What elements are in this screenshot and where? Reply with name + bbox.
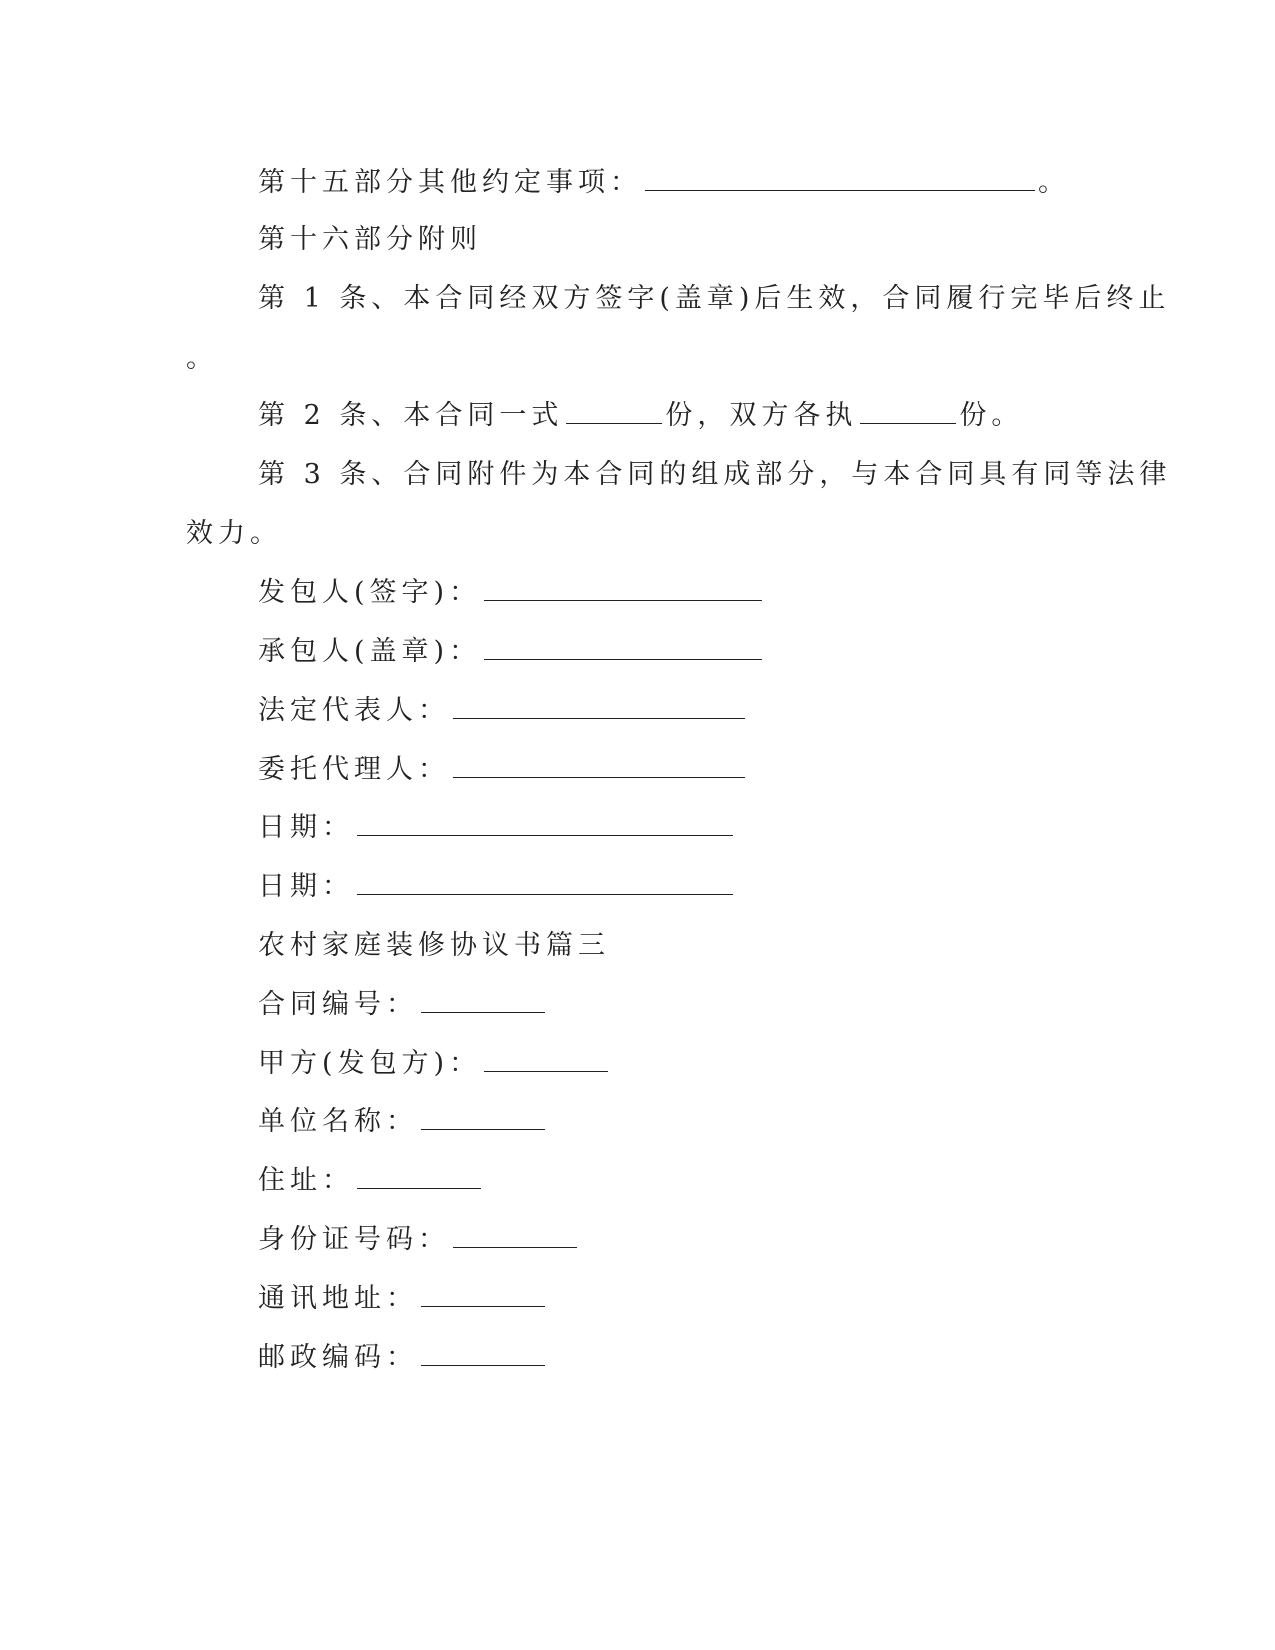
agent-label: 委托代理人： xyxy=(258,754,450,785)
other-matters-label: 第十五部分其他约定事项： xyxy=(258,167,642,198)
other-matters-end: 。 xyxy=(1038,167,1070,198)
address-blank[interactable] xyxy=(357,1164,481,1189)
article-2-text-c: 份。 xyxy=(959,400,1024,431)
contract-number-line xyxy=(258,988,548,1022)
date-blank-2[interactable] xyxy=(357,870,733,895)
article-2-text-b: 份，双方各执 xyxy=(665,400,858,431)
legal-rep-label: 法定代表人： xyxy=(258,695,450,726)
postal-code-blank[interactable] xyxy=(421,1341,545,1366)
unit-name-label: 单位名称： xyxy=(258,1106,418,1137)
contractor-seal-blank[interactable] xyxy=(484,635,762,660)
appendix-heading: 第十六部分附则 xyxy=(258,224,482,255)
id-number-label: 身份证号码： xyxy=(258,1224,450,1255)
contractor-seal-line xyxy=(258,635,765,669)
id-number-line xyxy=(258,1223,580,1257)
employer-signature-blank[interactable] xyxy=(484,576,762,601)
article-2-text-a: 第 2 条、本合同一式 xyxy=(258,400,564,431)
date-blank-1[interactable] xyxy=(357,811,733,836)
article-1-line-1: 第 1 条、本合同经双方签字(盖章)后生效，合同履行完毕后终止 xyxy=(258,283,1171,314)
mailing-address-line xyxy=(258,1282,548,1316)
mailing-address-label: 通讯地址： xyxy=(258,1283,418,1314)
other-matters-blank[interactable] xyxy=(645,166,1035,191)
other-matters-line xyxy=(258,166,1070,200)
date-label-2: 日期： xyxy=(258,871,354,902)
contract-number-label: 合同编号： xyxy=(258,989,418,1020)
id-number-blank[interactable] xyxy=(453,1223,577,1248)
date-label-1: 日期： xyxy=(258,812,354,843)
agent-line xyxy=(258,753,748,787)
party-a-blank[interactable] xyxy=(484,1047,608,1072)
article-2-line xyxy=(258,399,1023,433)
contractor-seal-label: 承包人(盖章)： xyxy=(258,636,482,667)
unit-name-blank[interactable] xyxy=(421,1105,545,1130)
address-label: 住址： xyxy=(258,1165,354,1196)
party-a-line xyxy=(258,1047,611,1081)
employer-signature-label: 发包人(签字)： xyxy=(258,577,482,608)
section-title: 农村家庭装修协议书篇三 xyxy=(258,930,610,961)
party-a-label: 甲方(发包方)： xyxy=(258,1048,482,1079)
employer-signature-line xyxy=(258,576,765,610)
date-line-1 xyxy=(258,811,736,845)
article-3-line-1: 第 3 条、合同附件为本合同的组成部分，与本合同具有同等法律 xyxy=(258,459,1172,490)
postal-code-label: 邮政编码： xyxy=(258,1342,418,1373)
mailing-address-blank[interactable] xyxy=(421,1282,545,1307)
legal-rep-blank[interactable] xyxy=(453,694,745,719)
article-1-line-2: 。 xyxy=(186,343,218,374)
postal-code-line xyxy=(258,1341,548,1375)
unit-name-line xyxy=(258,1105,548,1139)
date-line-2 xyxy=(258,870,736,904)
legal-rep-line xyxy=(258,694,748,728)
address-line xyxy=(258,1164,484,1198)
contract-number-blank[interactable] xyxy=(421,988,545,1013)
agent-blank[interactable] xyxy=(453,753,745,778)
article-3-line-2: 效力。 xyxy=(186,518,282,549)
copies-total-blank[interactable] xyxy=(566,399,662,424)
copies-each-blank[interactable] xyxy=(860,399,956,424)
